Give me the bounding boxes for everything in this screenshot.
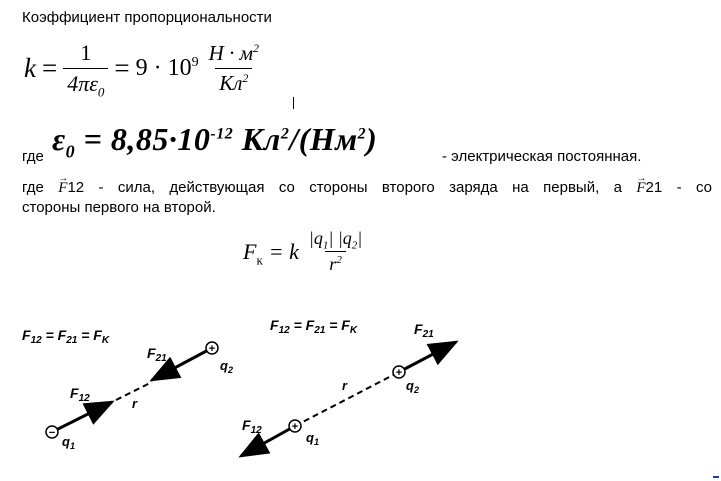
eps-sub: 0 [65,141,76,162]
q2-abs: |q [337,228,352,248]
vec-f12-index: 12 [67,179,85,196]
coulomb-numerator [305,228,366,251]
text-cursor [293,97,294,109]
unit-num-pow: 2 [252,41,259,55]
fraction-denominator [63,68,108,100]
label-q1: $q_1$ [306,430,319,447]
vec-f12 [58,179,84,197]
eps-unit-tail: /(Нм [289,121,358,157]
k-value-text: 9 · 10 [135,55,192,81]
label-r: r [132,396,138,411]
den-text: 4πε [67,71,98,96]
force-description-line1 [22,179,712,197]
diagram-repulsion [238,310,468,460]
eps-exp: -12 [210,125,234,143]
word: со [278,179,295,196]
unit-num-text: Н · м [208,41,253,65]
charge-q1-sign: + [291,421,299,433]
eps-unit-pow: 2 [280,125,290,143]
word: сила, [117,179,156,196]
charge-q2-sign: + [208,343,216,355]
label-f12: $F_{12}$ [242,417,262,436]
unit-den-text: Кл [219,71,243,95]
word: первый, [543,179,600,196]
diagram-attraction [22,318,262,463]
unit-den-pow: 2 [242,71,249,85]
r-text: r [329,254,337,274]
q2-sub: 2 [351,239,358,252]
fraction-1-over-4pi-eps0 [63,40,108,100]
eps-prefix: где [22,148,44,165]
eps-unit-tail-pow: 2 [357,125,367,143]
coulomb-law-formula [243,228,366,275]
coulomb-denominator [325,251,346,275]
word: действующая [169,179,265,196]
fraction-numerator: 1 [80,40,92,65]
coulomb-eq: = k [268,238,299,264]
label-f21: $F_{21}$ [147,345,167,364]
word: заряда [449,179,498,196]
vec-f-letter: → F [58,179,67,197]
label-r: r [342,378,348,393]
unit-denominator [215,68,252,96]
k-symbol: k [24,53,36,83]
word: где [22,179,44,196]
label-q2: $q_2$ [406,378,419,395]
word: стороны [309,179,368,196]
epsilon-formula [52,121,378,162]
coulomb-fraction [305,228,366,275]
label-f12: $F_{12}$ [70,385,90,404]
word: - [98,179,104,196]
word: на [512,179,529,196]
formula-k [24,40,263,100]
word: а [613,179,622,196]
force-description-line2: стороны первого на второй. [22,199,216,216]
eps-suffix: - электрическая постоянная. [442,148,642,165]
label-q1: $q_1$ [62,434,75,451]
q2-close: | [357,228,363,248]
eps-unit-close: ) [366,121,378,157]
arrow-f21 [399,342,456,372]
word: второго [381,179,435,196]
corner-mark [713,476,719,478]
r-pow: 2 [336,254,342,266]
k-value [136,55,199,82]
label-f21: $F_{21}$ [414,321,434,340]
equals-sign-2: = [114,53,130,83]
eps-unit: Кл [233,121,281,157]
vec-f21-index: 21 [645,179,663,196]
den-sub: 0 [97,84,105,100]
coulomb-f-sub: к [256,251,263,267]
equals-sign: = [41,53,58,83]
arrow-f12 [52,402,112,432]
word: - [676,179,682,196]
charge-q2-sign: + [395,367,403,379]
k-value-exp: 9 [191,55,199,70]
coulomb-lhs [243,239,263,265]
q1-abs: |q [308,228,323,248]
unit-numerator [205,41,263,68]
diagram-right-equation: $F_{12} = F_{21} = F_K$ [270,317,358,336]
section-title: Коэффициент пропорциональности [22,9,272,26]
eps-value: = 8,85·10 [75,121,211,157]
vec-f-letter: → F [636,179,645,197]
unit-fraction [205,41,263,96]
charge-q1-sign: − [48,427,56,439]
vec-f21 [636,179,662,197]
coulomb-f: F [243,238,257,264]
q1-close: | [328,228,334,248]
q1-sub: 1 [322,239,329,252]
eps-symbol: ε [52,121,66,157]
word: со [695,179,712,196]
diagram-left-equation: $F_{12} = F_{21} = F_K$ [22,327,110,346]
label-q2: $q_2$ [220,358,233,375]
